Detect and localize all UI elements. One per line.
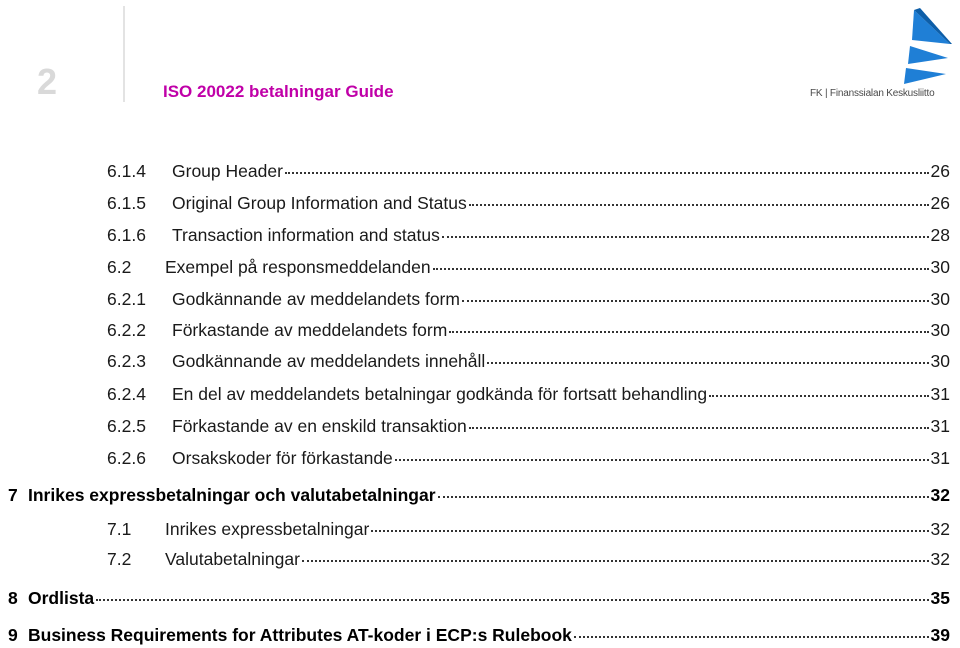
toc-entry-6-2-3[interactable]: [107, 350, 950, 372]
toc-number: 6.2.1: [107, 289, 146, 309]
toc-page: 28: [930, 225, 950, 245]
toc-title: Godkännande av meddelandets innehåll: [172, 351, 486, 371]
toc-page: 30: [930, 351, 950, 371]
toc-page: 30: [930, 289, 950, 309]
toc-entry-6-1-4[interactable]: [107, 160, 950, 182]
toc-entry-6-2-2[interactable]: [107, 319, 950, 341]
toc-entry-6-1-6[interactable]: [107, 224, 950, 246]
toc-page: 39: [930, 625, 950, 645]
toc-page: 26: [930, 193, 950, 213]
toc-number: 6.2.3: [107, 351, 146, 371]
toc-number: 6.2.2: [107, 320, 146, 340]
toc-leader: [438, 496, 929, 498]
toc-page: 26: [930, 161, 950, 181]
toc-number: 6.2.6: [107, 448, 146, 468]
toc-title: Inrikes expressbetalningar och valutabetalningar: [28, 485, 436, 505]
toc-leader: [469, 427, 929, 429]
toc-number: 6.1.5: [107, 193, 146, 213]
toc-number: 6.1.4: [107, 161, 146, 181]
toc-title: Godkännande av meddelandets form: [172, 289, 460, 309]
toc-leader: [96, 599, 928, 601]
toc-page: 31: [930, 448, 950, 468]
toc-entry-9[interactable]: [8, 624, 950, 646]
toc-title: Business Requirements for Attributes AT-koder i ECP:s Rulebook: [28, 625, 572, 645]
toc-number: 9: [8, 625, 18, 645]
toc-title: Ordlista: [28, 588, 95, 608]
toc-page: 32: [930, 519, 950, 539]
toc-page: 35: [930, 588, 950, 608]
toc-leader: [462, 300, 929, 302]
toc-entry-7-2[interactable]: [107, 548, 950, 570]
logo-text: FK | Finanssialan Keskusliitto: [810, 88, 935, 99]
toc-leader: [371, 530, 928, 532]
page-number: 2: [37, 61, 58, 102]
toc-entry-6-2-1[interactable]: [107, 288, 950, 310]
toc-leader: [449, 331, 928, 333]
toc-title: Inrikes expressbetalningar: [165, 519, 370, 539]
toc-page: 31: [930, 384, 950, 404]
toc-leader: [574, 636, 929, 638]
toc-leader: [395, 459, 929, 461]
toc-title: Group Header: [172, 161, 283, 181]
toc-entry-6-1-5[interactable]: [107, 192, 950, 214]
toc-leader: [302, 560, 929, 562]
toc-entry-6-2-5[interactable]: [107, 415, 950, 437]
toc-number: 6.2.5: [107, 416, 146, 436]
toc-number: 6.2: [107, 257, 132, 277]
toc-entry-6-2[interactable]: [107, 256, 950, 278]
toc-title: Original Group Information and Status: [172, 193, 467, 213]
toc-page: 32: [930, 485, 950, 505]
toc-leader: [469, 204, 929, 206]
toc-title: Förkastande av meddelandets form: [172, 320, 448, 340]
toc-title: En del av meddelandets betalningar godkända för fortsatt behandling: [172, 384, 708, 404]
toc-title: Valutabetalningar: [165, 549, 300, 569]
toc-number: 8: [8, 588, 18, 608]
toc-title: Förkastande av en enskild transaktion: [172, 416, 467, 436]
toc-leader: [433, 268, 929, 270]
toc-number: 7: [8, 485, 18, 505]
toc-entry-6-2-6[interactable]: [107, 447, 950, 469]
toc-number: 6.1.6: [107, 225, 146, 245]
toc-title: Orsakskoder för förkastande: [172, 448, 393, 468]
toc-entry-6-2-4[interactable]: [107, 383, 950, 405]
toc-leader: [487, 362, 928, 364]
toc-entry-8[interactable]: [8, 587, 950, 609]
toc-leader: [709, 395, 928, 397]
toc-leader: [285, 172, 929, 174]
toc-page: 30: [930, 320, 950, 340]
toc-title: Exempel på responsmeddelanden: [165, 257, 431, 277]
toc-number: 6.2.4: [107, 384, 146, 404]
toc-title: Transaction information and status: [172, 225, 440, 245]
toc-entry-7[interactable]: [8, 484, 950, 506]
toc-number: 7.1: [107, 519, 132, 539]
toc-number: 7.2: [107, 549, 132, 569]
toc-page: 32: [930, 549, 950, 569]
toc-page: 30: [930, 257, 950, 277]
toc-page: 31: [930, 416, 950, 436]
toc-entry-7-1[interactable]: [107, 518, 950, 540]
document-title: ISO 20022 betalningar Guide: [163, 82, 394, 101]
toc-leader: [442, 236, 929, 238]
